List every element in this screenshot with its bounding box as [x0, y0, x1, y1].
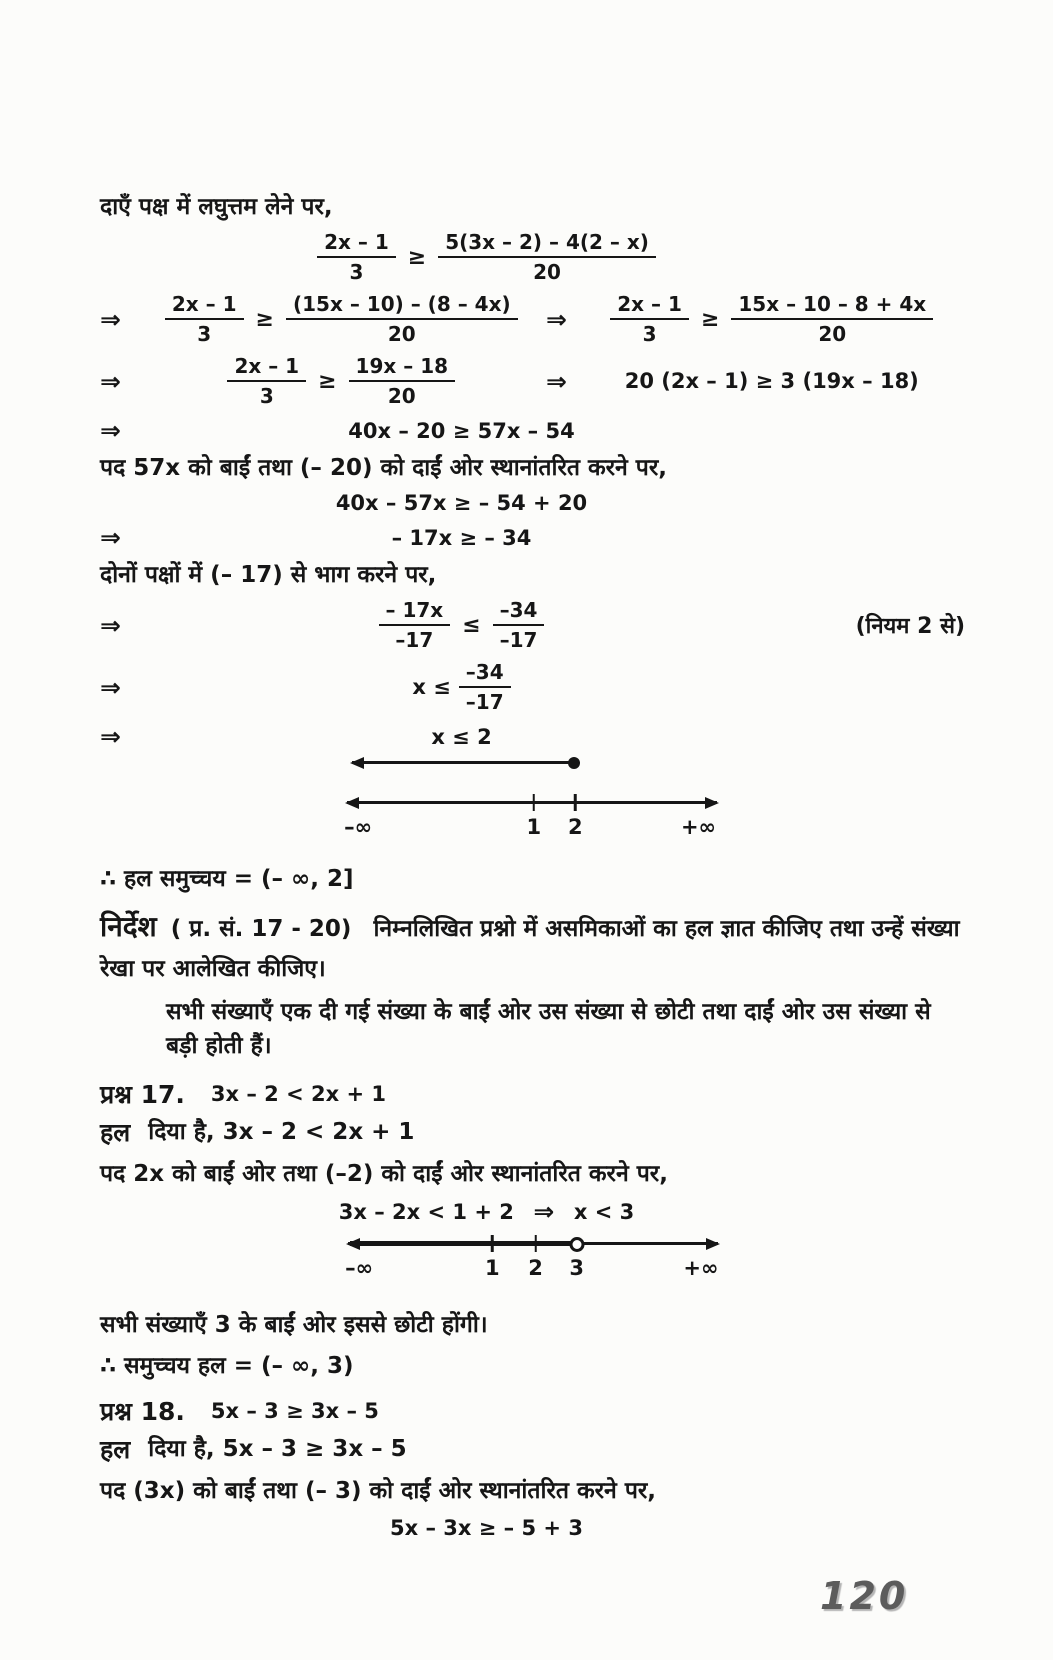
numerator: 2x – 1 [317, 230, 396, 258]
question-17 [100, 1077, 965, 1111]
solution-set-q16: ∴ हल समुच्चय = (– ∞, 2] [100, 866, 354, 892]
equation-lcm [148, 230, 825, 284]
numerator: 5(3x – 2) – 4(2 – x) [438, 230, 656, 258]
equation-x [148, 660, 775, 714]
axis-labels [344, 815, 717, 845]
numerator: 2x – 1 [227, 354, 306, 382]
directions-paragraph [100, 907, 965, 989]
solution-ray [352, 761, 575, 764]
tick-1 [533, 794, 536, 811]
axis-labels [345, 1256, 719, 1286]
equation-result: x < 3 [573, 1199, 635, 1224]
number-line-q17 [345, 1230, 719, 1300]
implies-icon: ⇒ [533, 1197, 555, 1226]
numerator: 15x – 10 – 8 + 4x [731, 292, 933, 320]
fraction-right [731, 292, 933, 346]
label-1: 1 [526, 815, 542, 839]
relation-symbol: ≥ [700, 306, 720, 332]
arrow-left-icon [346, 1238, 360, 1250]
solution-segment [350, 1241, 579, 1246]
denominator: 20 [818, 322, 847, 346]
given-text: दिया है, 3x – 2 < 2x + 1 [148, 1119, 415, 1145]
closed-point-icon [568, 757, 580, 769]
denominator: –17 [465, 690, 504, 714]
fraction-left [610, 292, 689, 346]
relation-symbol: ≤ [462, 612, 481, 638]
equation-final [148, 725, 775, 749]
denominator: 3 [197, 322, 212, 346]
equation-final-row [100, 722, 965, 751]
equation-transposed-row [100, 491, 965, 515]
page-content [100, 192, 965, 1548]
equation-text: x ≤ 2 [431, 724, 492, 749]
implies-icon: ⇒ [100, 722, 121, 751]
solution-18 [100, 1432, 965, 1466]
directions-note: सभी संख्याएँ एक दी गई संख्या के बाईं ओर उस संख्या से छोटी तथा दाईं ओर उस संख्या से बड़ी होती हैं। [166, 999, 931, 1059]
conclusion-note-q17: सभी संख्याएँ 3 के बाईं ओर इससे छोटी होंगी। [100, 1312, 488, 1338]
equation-step-row-q17 [100, 1197, 965, 1226]
divide-note: दोनों पक्षों में (– 17) से भाग करने पर, [100, 562, 437, 588]
arrow-left-icon [345, 797, 359, 809]
equation-text: – 17x ≥ – 34 [391, 525, 532, 550]
transpose-note-q17: पद 2x को बाईं ओर तथा (–2) को दाईं ओर स्थानांतरित करने पर, [100, 1161, 668, 1187]
implies-icon: ⇒ [100, 304, 121, 334]
numerator: – 17x [379, 598, 451, 626]
implies-icon: ⇒ [100, 610, 121, 640]
equation-divide [148, 598, 775, 652]
directions-question-range: ( प्र. सं. 17 - 20) [170, 916, 352, 942]
equation-cross-multiplied [579, 369, 966, 393]
relation-symbol: ≥ [407, 244, 427, 270]
fraction-left [227, 354, 306, 408]
fraction-left [165, 292, 244, 346]
implies-icon: ⇒ [100, 416, 121, 445]
implies-icon: ⇒ [100, 523, 121, 552]
equation-lhs: x ≤ [412, 675, 451, 699]
denominator: 20 [533, 260, 561, 284]
number-line-q16 [344, 753, 717, 855]
label-neg-infinity: –∞ [345, 1256, 374, 1280]
implies-icon: ⇒ [546, 304, 567, 334]
label-neg-infinity: –∞ [344, 815, 373, 839]
relation-symbol: ≥ [318, 368, 337, 394]
numerator: 2x – 1 [610, 292, 689, 320]
equation-linear-row [100, 416, 965, 445]
arrow-right-icon [706, 1238, 720, 1250]
equation-expand-b [579, 292, 966, 346]
transpose-note-q18: पद (3x) को बाईं तथा (– 3) को दाईं ओर स्थानांतरित करने पर, [100, 1478, 657, 1504]
label-pos-infinity: +∞ [680, 815, 717, 839]
equation-expand-row [100, 292, 965, 346]
numerator: (15x – 10) – (8 – 4x) [286, 292, 518, 320]
denominator: 3 [642, 322, 657, 346]
tick-2 [574, 794, 577, 811]
axis-line [348, 1242, 718, 1245]
arrow-left-icon [350, 757, 364, 769]
solution-label: हल [100, 1118, 131, 1147]
tick-1 [491, 1235, 494, 1252]
label-1: 1 [484, 1256, 500, 1280]
given-text: दिया है, 5x – 3 ≥ 3x – 5 [148, 1436, 407, 1462]
page-number: 120 [820, 1574, 909, 1618]
equation-divide-row [100, 598, 965, 652]
fraction-right [438, 230, 656, 284]
axis-line [347, 801, 717, 804]
denominator: 3 [259, 384, 274, 408]
denominator: 20 [387, 384, 416, 408]
denominator: 3 [349, 260, 364, 284]
equation-text: 40x – 20 ≥ 57x – 54 [348, 418, 575, 443]
equation-expand-a [148, 292, 535, 346]
question-18 [100, 1394, 965, 1428]
question-statement: 3x – 2 < 2x + 1 [210, 1082, 387, 1106]
equation-linear [148, 419, 775, 443]
fraction-left [379, 598, 451, 652]
equation-text: 3x – 2x < 1 + 2 [338, 1199, 514, 1224]
label-2: 2 [528, 1256, 543, 1280]
implies-icon: ⇒ [100, 366, 121, 396]
equation-text: 5x – 3x ≥ – 5 + 3 [390, 1516, 583, 1540]
equation-collect [148, 526, 775, 550]
equation-step-row-q18 [100, 1516, 965, 1540]
fraction-left [317, 230, 396, 284]
directions-heading: निर्देश [100, 910, 157, 943]
implies-icon: ⇒ [100, 672, 121, 702]
fraction-right [349, 354, 456, 408]
transpose-note: पद 57x को बाईं तथा (– 20) को दाईं ओर स्थानांतरित करने पर, [100, 455, 668, 481]
label-3: 3 [569, 1256, 584, 1280]
rule-annotation: (नियम 2 से) [855, 614, 965, 639]
numerator: 2x – 1 [165, 292, 244, 320]
numerator: –34 [493, 598, 545, 626]
question-statement: 5x – 3 ≥ 3x – 5 [210, 1399, 379, 1423]
solution-label: हल [100, 1435, 131, 1464]
numerator: –34 [459, 660, 511, 688]
fraction-right [493, 598, 545, 652]
equation-simplify-row [100, 354, 965, 408]
equation-simplify [148, 354, 535, 408]
tick-2 [534, 1235, 537, 1252]
directions-text: निम्नलिखित प्रश्नो में असमिकाओं का हल ज्ञात कीजिए तथा उन्हें संख्या रेखा पर आलेखित कीजिए। [100, 916, 960, 982]
solution-17 [100, 1115, 965, 1149]
open-point-icon [569, 1237, 584, 1252]
denominator: 20 [387, 322, 416, 346]
equation-text: 20 (2x – 1) ≥ 3 (19x – 18) [624, 369, 919, 393]
equation-step-q17 [148, 1197, 825, 1226]
fraction-right [459, 660, 511, 714]
label-2: 2 [567, 815, 583, 839]
label-pos-infinity: +∞ [683, 1256, 719, 1280]
equation-step-q18 [148, 1516, 825, 1540]
question-label: प्रश्न 17. [100, 1080, 185, 1109]
implies-icon: ⇒ [546, 366, 567, 396]
arrow-right-icon [705, 797, 719, 809]
equation-x-row [100, 660, 965, 714]
lcm-note: दाएँ पक्ष में लघुत्तम लेने पर, [100, 194, 333, 220]
question-label: प्रश्न 18. [100, 1397, 185, 1426]
equation-transposed [148, 491, 775, 515]
numerator: 19x – 18 [349, 354, 456, 382]
solution-set-q17: ∴ समुच्चय हल = (– ∞, 3) [100, 1353, 354, 1379]
equation-lcm-row [100, 230, 965, 284]
equation-collect-row [100, 523, 965, 552]
fraction-right [286, 292, 518, 346]
denominator: –17 [395, 628, 434, 652]
denominator: –17 [499, 628, 538, 652]
equation-text: 40x – 57x ≥ – 54 + 20 [335, 491, 588, 515]
relation-symbol: ≥ [255, 306, 274, 332]
